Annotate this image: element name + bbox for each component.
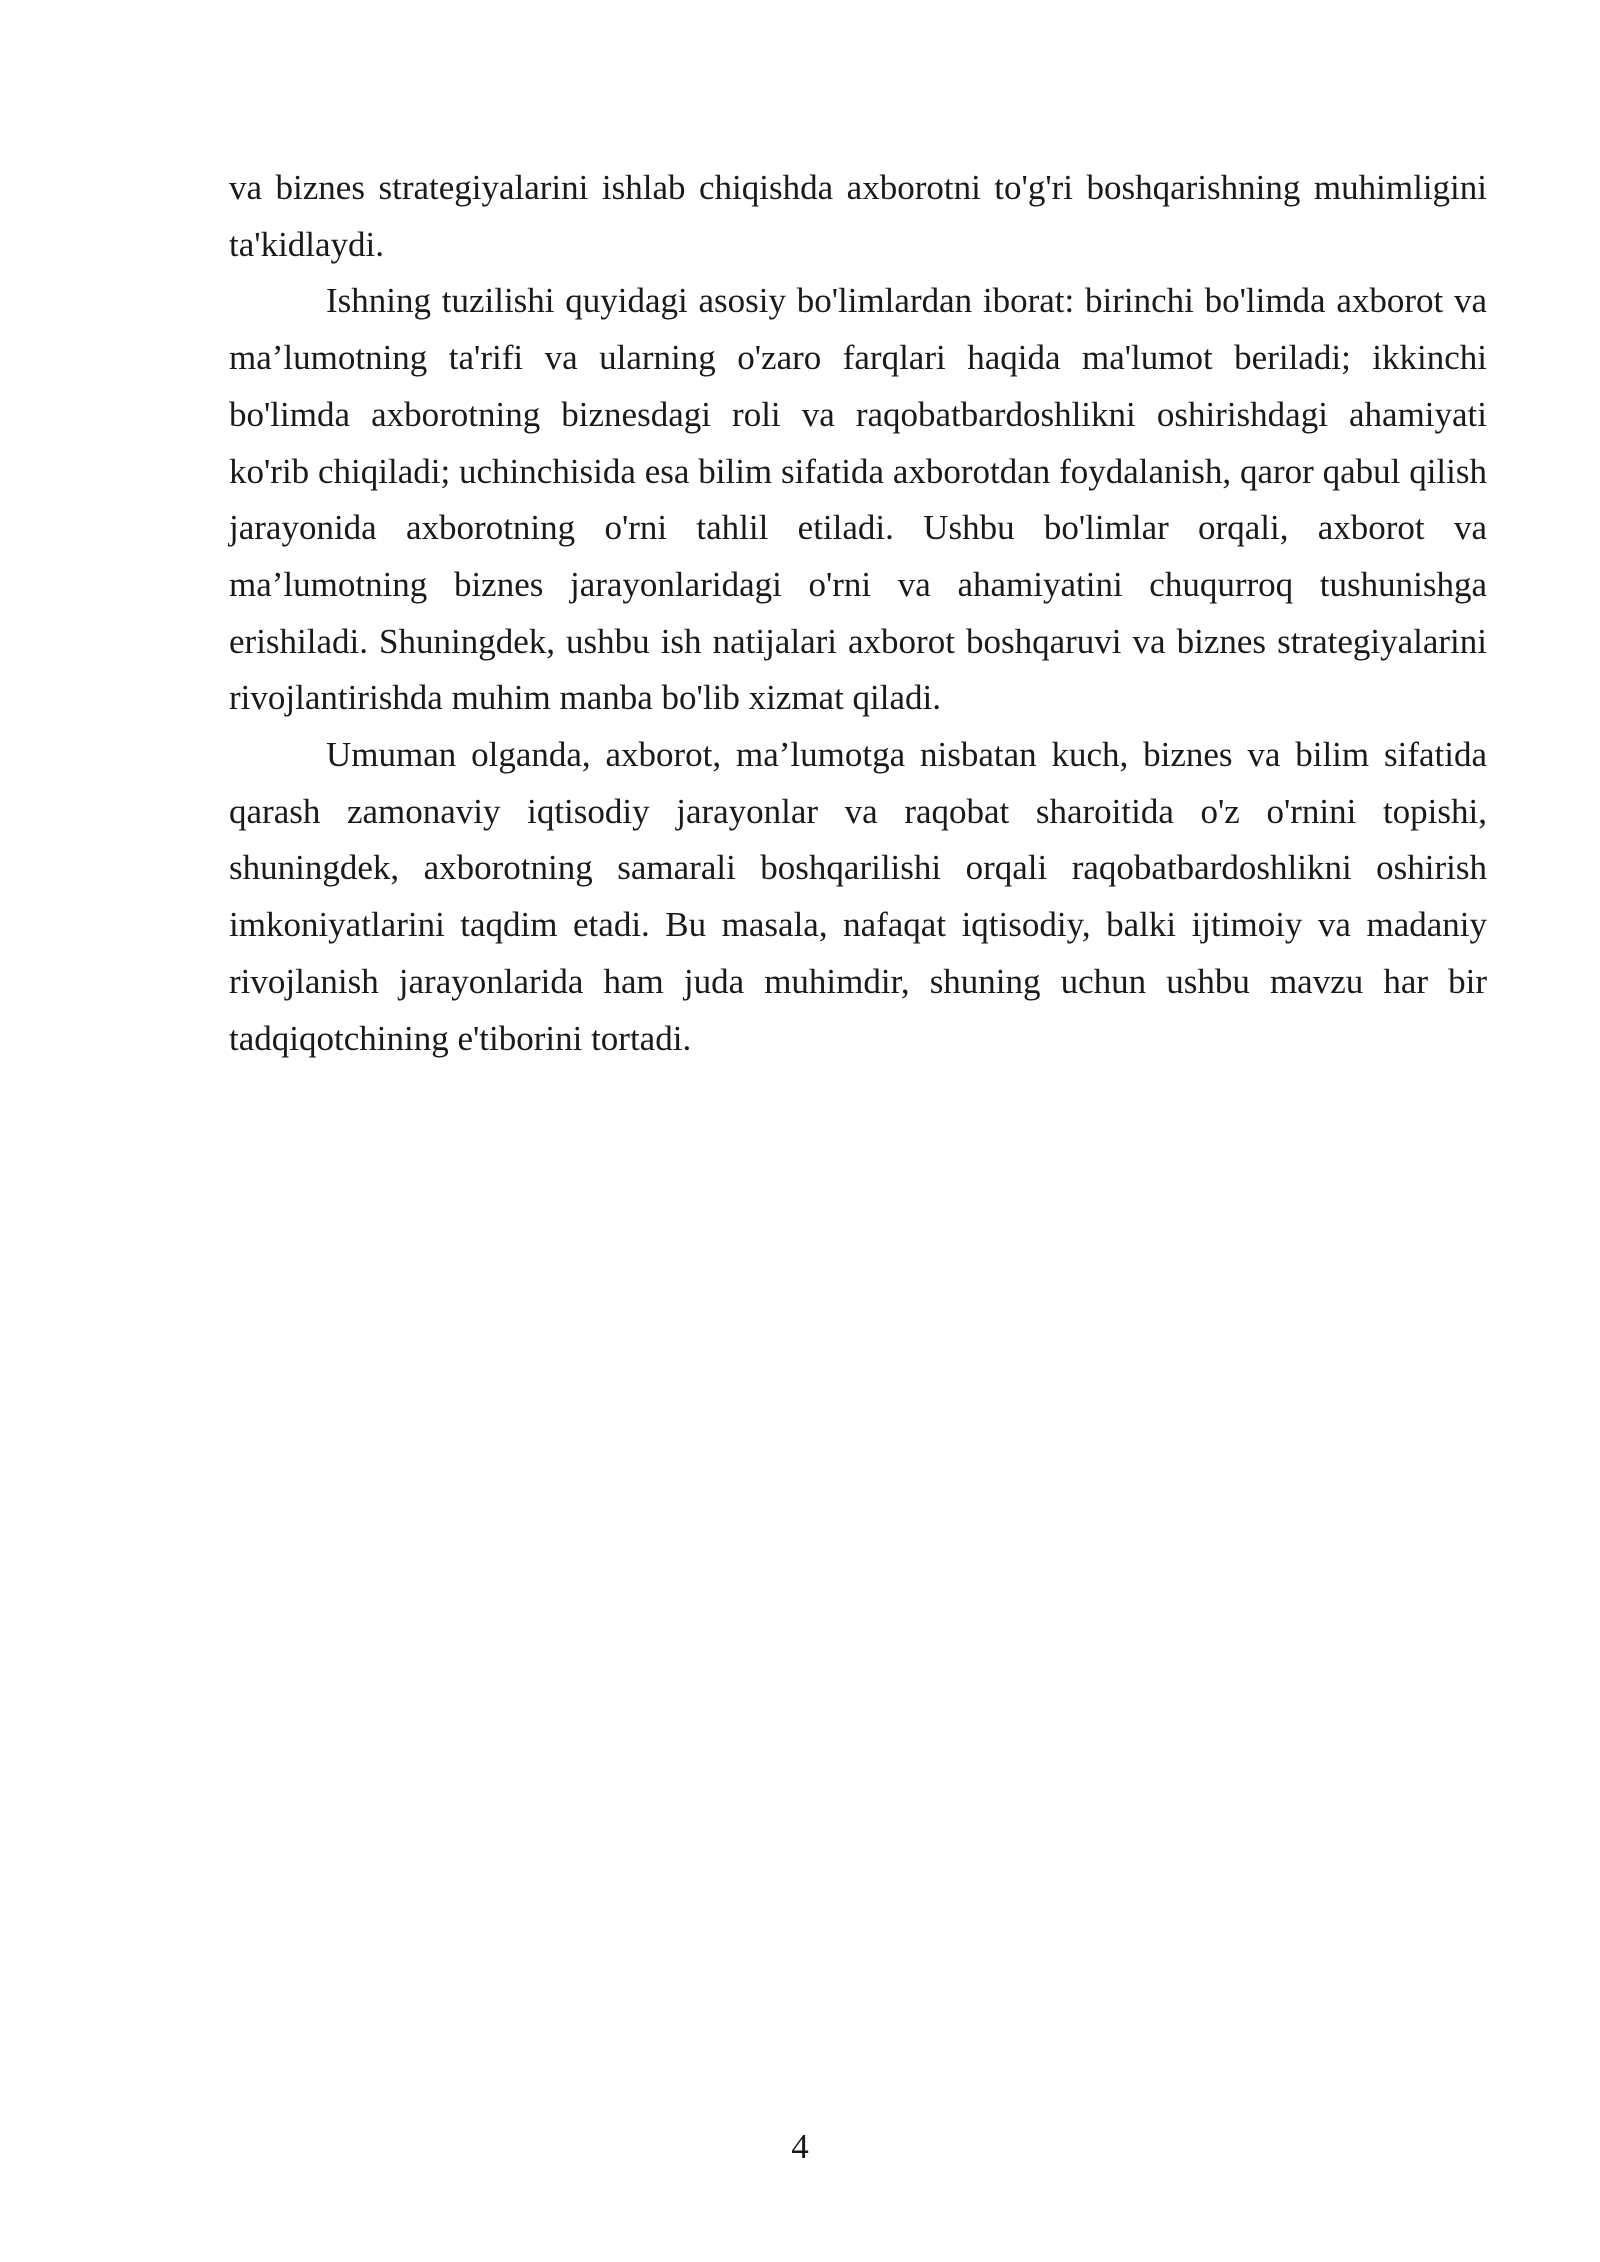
page-number: 4: [791, 2127, 809, 2166]
paragraph-continuation: va biznes strategiyalarini ishlab chiqishda axborotni to'g'ri boshqarishning muhimligini ta'kidlaydi.: [229, 168, 1487, 264]
body-text: [229, 160, 1487, 1067]
paragraph-structure: Ishning tuzilishi quyidagi asosiy bo'limlardan iborat: birinchi bo'limda axborot va ma’lumotning ta'rifi va ularning o'zaro farqlari haqida ma'lumot beriladi; ikkinchi bo'limda axborotning biznesdagi roli va raqobatbardoshlikni oshirishdagi ahamiyati ko'rib chiqiladi; uchinchisida esa bilim sifatida axborotdan foydalanish, qaror qabul qilish jarayonida axborotning o'rni tahlil etiladi. Ushbu bo'limlar orqali, axborot va ma’lumotning biznes jarayonlaridagi o'rni va ahamiyatini chuqurroq tushunishga erishiladi. Shuningdek, ushbu ish natijalari axborot boshqaruvi va biznes strategiyalarini rivojlantirishda muhim manba bo'lib xizmat qiladi.: [229, 281, 1487, 718]
paragraph-conclusion: Umuman olganda, axborot, ma’lumotga nisbatan kuch, biznes va bilim sifatida qarash zamonaviy iqtisodiy jarayonlar va raqobat sharoitida o'z o'rnini topishi, shuningdek, axborotning samarali boshqarilishi orqali raqobatbardoshlikni oshirish imkoniyatlarini taqdim etadi. Bu masala, nafaqat iqtisodiy, balki ijtimoiy va madaniy rivojlanish jarayonlarida ham juda muhimdir, shuning uchun ushbu mavzu har bir tadqiqotchining e'tiborini tortadi.: [229, 735, 1487, 1058]
